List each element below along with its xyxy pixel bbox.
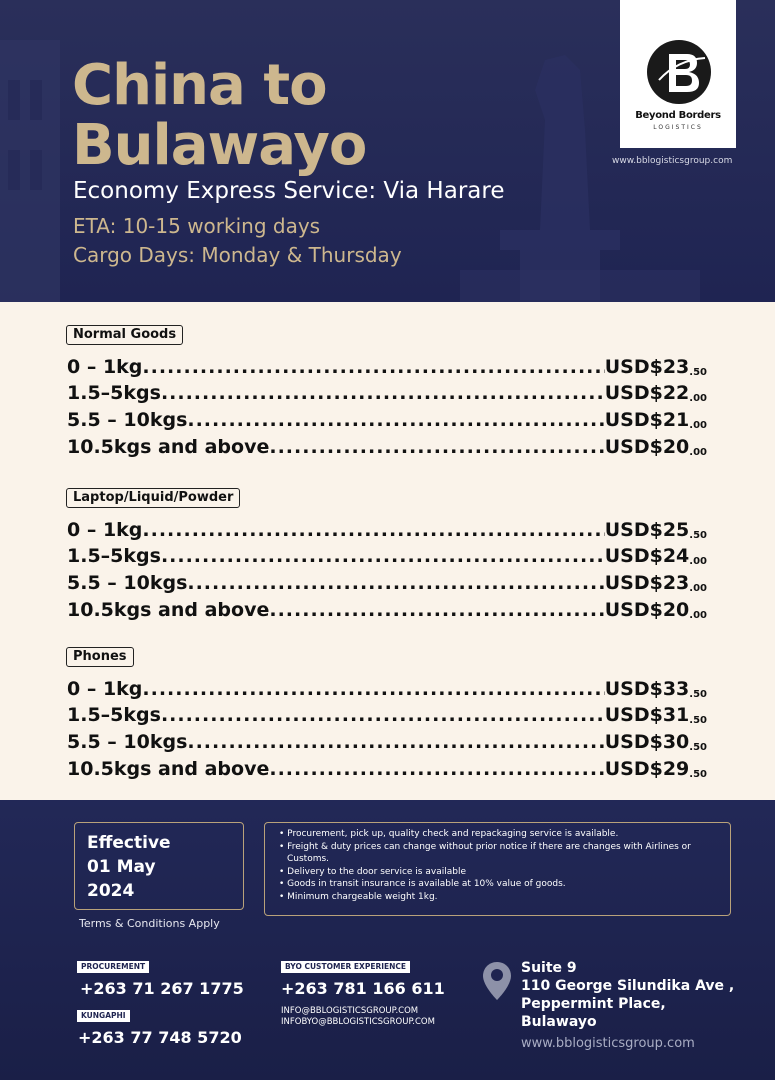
price-row (67, 568, 707, 594)
price-value: USD$22 (604, 382, 690, 404)
address-street: 110 George Silundika Ave , (521, 978, 735, 994)
price-value: USD$20 (604, 436, 690, 458)
weight-range: 5.5 – 10kgs (67, 731, 188, 753)
location-pin-icon (482, 961, 512, 1001)
weight-range: 10.5kgs and above (67, 599, 270, 621)
effective-label: Effective (87, 833, 171, 853)
price-cents: .00 (689, 556, 707, 567)
weight-range: 1.5–5kgs (67, 382, 161, 404)
price-row (67, 700, 707, 726)
note-item: • Freight & duty prices can change without prior notice if there are changes with Airlines or Customs. (279, 841, 718, 866)
cargo-days-text: Cargo Days: Monday & Thursday (73, 243, 402, 267)
dot-leader (161, 382, 605, 404)
service-subtitle: Economy Express Service: Via Harare (73, 178, 505, 204)
note-item: • Procurement, pick up, quality check and repackaging service is available. (279, 828, 718, 841)
effective-date-box (74, 822, 244, 910)
header-website-link[interactable]: www.bblogisticsgroup.com (612, 156, 733, 166)
info-email[interactable]: INFO@BBLOGISTICSGROUP.COM (281, 1006, 419, 1016)
byo-customer-experience-tag: BYO CUSTOMER EXPERIENCE (281, 961, 410, 973)
weight-range: 0 – 1kg (67, 356, 143, 378)
price-cents: .50 (689, 367, 707, 378)
price-row (67, 727, 707, 753)
price-value: USD$31 (604, 704, 690, 726)
note-item: • Minimum chargeable weight 1kg. (279, 891, 718, 904)
address-city: Bulawayo (521, 1014, 597, 1030)
price-row (67, 405, 707, 431)
price-cents: .00 (689, 610, 707, 621)
logo-name: Beyond Borders (635, 110, 721, 121)
weight-range: 10.5kgs and above (67, 436, 270, 458)
service-notes (264, 822, 731, 916)
effective-date (87, 831, 171, 903)
office-address (521, 959, 734, 1031)
dot-leader (142, 519, 604, 541)
price-cents: .50 (689, 530, 707, 541)
price-row (67, 352, 707, 378)
dot-leader (161, 704, 605, 726)
price-row (67, 754, 707, 780)
procurement-tag: PROCUREMENT (77, 961, 149, 973)
weight-range: 1.5–5kgs (67, 704, 161, 726)
title-line-2: Bulawayo (72, 113, 367, 178)
price-row (67, 595, 707, 621)
weight-range: 5.5 – 10kgs (67, 409, 188, 431)
price-list (0, 302, 775, 800)
weight-range: 10.5kgs and above (67, 758, 270, 780)
effective-year: 2024 (87, 881, 135, 901)
category-label-normal-goods: Normal Goods (66, 325, 183, 345)
logo-subtitle: LOGISTICS (653, 124, 703, 131)
footer-website-link[interactable]: www.bblogisticsgroup.com (521, 1036, 695, 1051)
effective-day-month: 01 May (87, 857, 156, 877)
weight-range: 0 – 1kg (67, 678, 143, 700)
category-label-laptop-liquid-powder: Laptop/Liquid/Powder (66, 488, 240, 508)
price-value: USD$25 (604, 519, 690, 541)
category-label-phones: Phones (66, 647, 134, 667)
price-cents: .50 (689, 689, 707, 700)
price-cents: .50 (689, 769, 707, 780)
title-line-1: China to (72, 53, 327, 118)
dot-leader (161, 545, 605, 567)
price-row (67, 515, 707, 541)
price-value: USD$21 (604, 409, 690, 431)
price-row (67, 674, 707, 700)
weight-range: 0 – 1kg (67, 519, 143, 541)
address-suite: Suite 9 (521, 960, 577, 976)
header-banner (0, 0, 775, 302)
footer (0, 800, 775, 1080)
price-cents: .00 (689, 583, 707, 594)
dot-leader (269, 599, 604, 621)
dot-leader (187, 409, 604, 431)
price-row (67, 541, 707, 567)
company-logo (620, 0, 736, 148)
dot-leader (187, 572, 604, 594)
dot-leader (187, 731, 604, 753)
kungaphi-tag: KUNGAPHI (77, 1010, 130, 1022)
terms-text: Terms & Conditions Apply (79, 917, 220, 930)
procurement-phone[interactable]: +263 71 267 1775 (80, 979, 244, 998)
eta-text: ETA: 10-15 working days (73, 214, 321, 238)
price-value: USD$33 (604, 678, 690, 700)
price-row (67, 378, 707, 404)
byo-phone[interactable]: +263 781 166 611 (281, 979, 445, 998)
weight-range: 5.5 – 10kgs (67, 572, 188, 594)
weight-range: 1.5–5kgs (67, 545, 161, 567)
infobyo-email[interactable]: INFOBYO@BBLOGISTICSGROUP.COM (281, 1017, 435, 1027)
kungaphi-phone[interactable]: +263 77 748 5720 (78, 1028, 242, 1047)
dot-leader (269, 758, 604, 780)
note-item: • Goods in transit insurance is available at 10% value of goods. (279, 878, 718, 891)
price-value: USD$23 (604, 356, 690, 378)
price-cents: .00 (689, 420, 707, 431)
price-cents: .50 (689, 742, 707, 753)
dot-leader (142, 356, 604, 378)
price-cents: .00 (689, 393, 707, 404)
price-value: USD$29 (604, 758, 690, 780)
price-value: USD$20 (604, 599, 690, 621)
price-cents: .00 (689, 447, 707, 458)
dot-leader (142, 678, 604, 700)
price-value: USD$30 (604, 731, 690, 753)
note-item: • Delivery to the door service is available (279, 866, 718, 879)
page-title (72, 53, 367, 178)
address-building: Peppermint Place, (521, 996, 666, 1012)
price-row (67, 432, 707, 458)
price-cents: .50 (689, 715, 707, 726)
logo-mark-icon (647, 40, 711, 104)
price-value: USD$23 (604, 572, 690, 594)
dot-leader (269, 436, 604, 458)
price-value: USD$24 (604, 545, 690, 567)
